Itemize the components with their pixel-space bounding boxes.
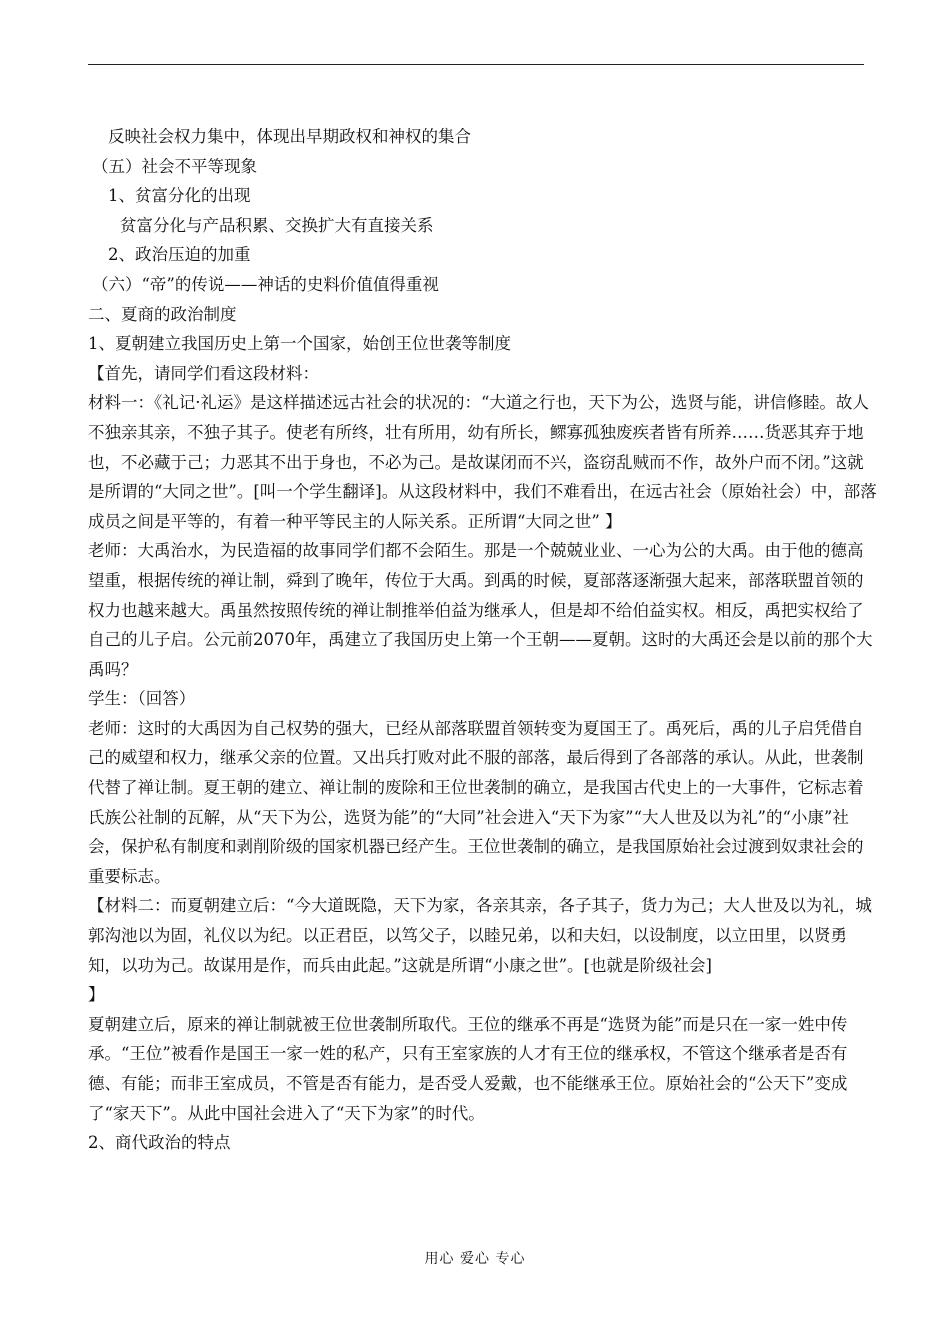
paragraph: 老师：这时的大禹因为自己权势的强大，已经从部落联盟首领转变为夏国王了。禹死后，禹的儿子启凭借自己的威望和权力，继承父亲的位置。又出兵打败对此不服的部落，最后得到了各部落的承认。从此，世袭制代替了禅让制。夏王朝的建立、禅让制的废除和王位世袭制的确立，是我国古代史上的一大事件，它标志着氏族公社制的瓦解，从“天下为公，选贤为能”的“大同”社会进入“天下为家”“大人世及以为礼”的“小康”社会，保护私有制度和剥削阶级的国家机器已经产生。王位世袭制的确立，是我国原始社会过渡到奴隶社会的重要标志。 <box>88 718 864 886</box>
document-body <box>88 122 878 1158</box>
paragraph: 】 <box>88 985 105 1005</box>
paragraph: 【材料二：而夏朝建立后：“今大道既隐，天下为家，各亲其亲，各子其子，货力为己；大人世及以为礼，城郭沟池以为固，礼仪以为纪。以正君臣，以笃父子，以睦兄弟，以和夫妇，以设制度，以立田里，以贤勇知，以功为己。故谋用是作，而兵由此起。”这就是所谓“小康之世”。[也就是阶级社会] <box>88 896 872 975</box>
subsection-heading: 1、贫富分化的出现 <box>108 186 251 206</box>
subsection-heading: 2、商代政治的特点 <box>88 1133 231 1153</box>
paragraph: 学生：（回答） <box>88 689 196 709</box>
paragraph: 夏朝建立后，原来的禅让制就被王位世袭制所取代。王位的继承不再是“选贤为能”而是只在一家一姓中传承。“王位”被看作是国王一家一姓的私产，只有王室家族的人才有王位的继承权，不管这个继承者是否有德、有能；而非王室成员，不管是否有能力，是否受人爱戴，也不能继承王位。原始社会的“公天下”变成了“家天下”。从此中国社会进入了“天下为家”的时代。 <box>88 1014 848 1123</box>
page-footer: 用心 爱心 专心 <box>424 1251 526 1267</box>
paragraph: 【首先，请同学们看这段材料： <box>88 363 319 383</box>
paragraph: 老师：大禹治水，为民造福的故事同学们都不会陌生。那是一个兢兢业业、一心为公的大禹。由于他的德高望重，根据传统的禅让制，舜到了晚年，传位于大禹。到禹的时候，夏部落逐渐强大起来，部落联盟首领的权力也越来越大。禹虽然按照传统的禅让制推举伯益为继承人，但是却不给伯益实权。相反，禹把实权给了自己的儿子启。公元前2070年，禹建立了我国历史上第一个王朝——夏朝。这时的大禹还会是以前的那个大禹吗？ <box>88 541 873 679</box>
paragraph: 材料一：《礼记·礼运》是这样描述远古社会的状况的：“大道之行也，天下为公，选贤与能，讲信修睦。故人不独亲其亲，不独子其子。使老有所终，壮有所用，幼有所长，鳏寡孤独废疾者皆有所养……货恶其弃于地也，不必藏于己；力恶其不出于身也，不必为己。是故谋闭而不兴，盗窃乱贼而不作，故外户而不闭。”这就是所谓的“大同之世”。[叫一个学生翻译]。从这段材料中，我们不难看出，在远古社会（原始社会）中，部落成员之间是平等的，有着一种平等民主的人际关系。正所谓“大同之世” 】 <box>88 393 877 531</box>
section-heading: （五）社会不平等现象 <box>92 156 257 176</box>
subsection-heading: 1、夏朝建立我国历史上第一个国家，始创王位世袭等制度 <box>88 334 511 354</box>
paragraph: 反映社会权力集中，体现出早期政权和神权的集合 <box>108 127 471 146</box>
section-heading: （六）“帝”的传说——神话的史料价值值得重视 <box>92 274 439 294</box>
subsection-heading: 2、政治压迫的加重 <box>108 245 251 265</box>
paragraph: 贫富分化与产品积累、交换扩大有直接关系 <box>120 215 434 235</box>
chapter-heading: 二、夏商的政治制度 <box>88 304 237 324</box>
header-rule <box>88 64 864 65</box>
